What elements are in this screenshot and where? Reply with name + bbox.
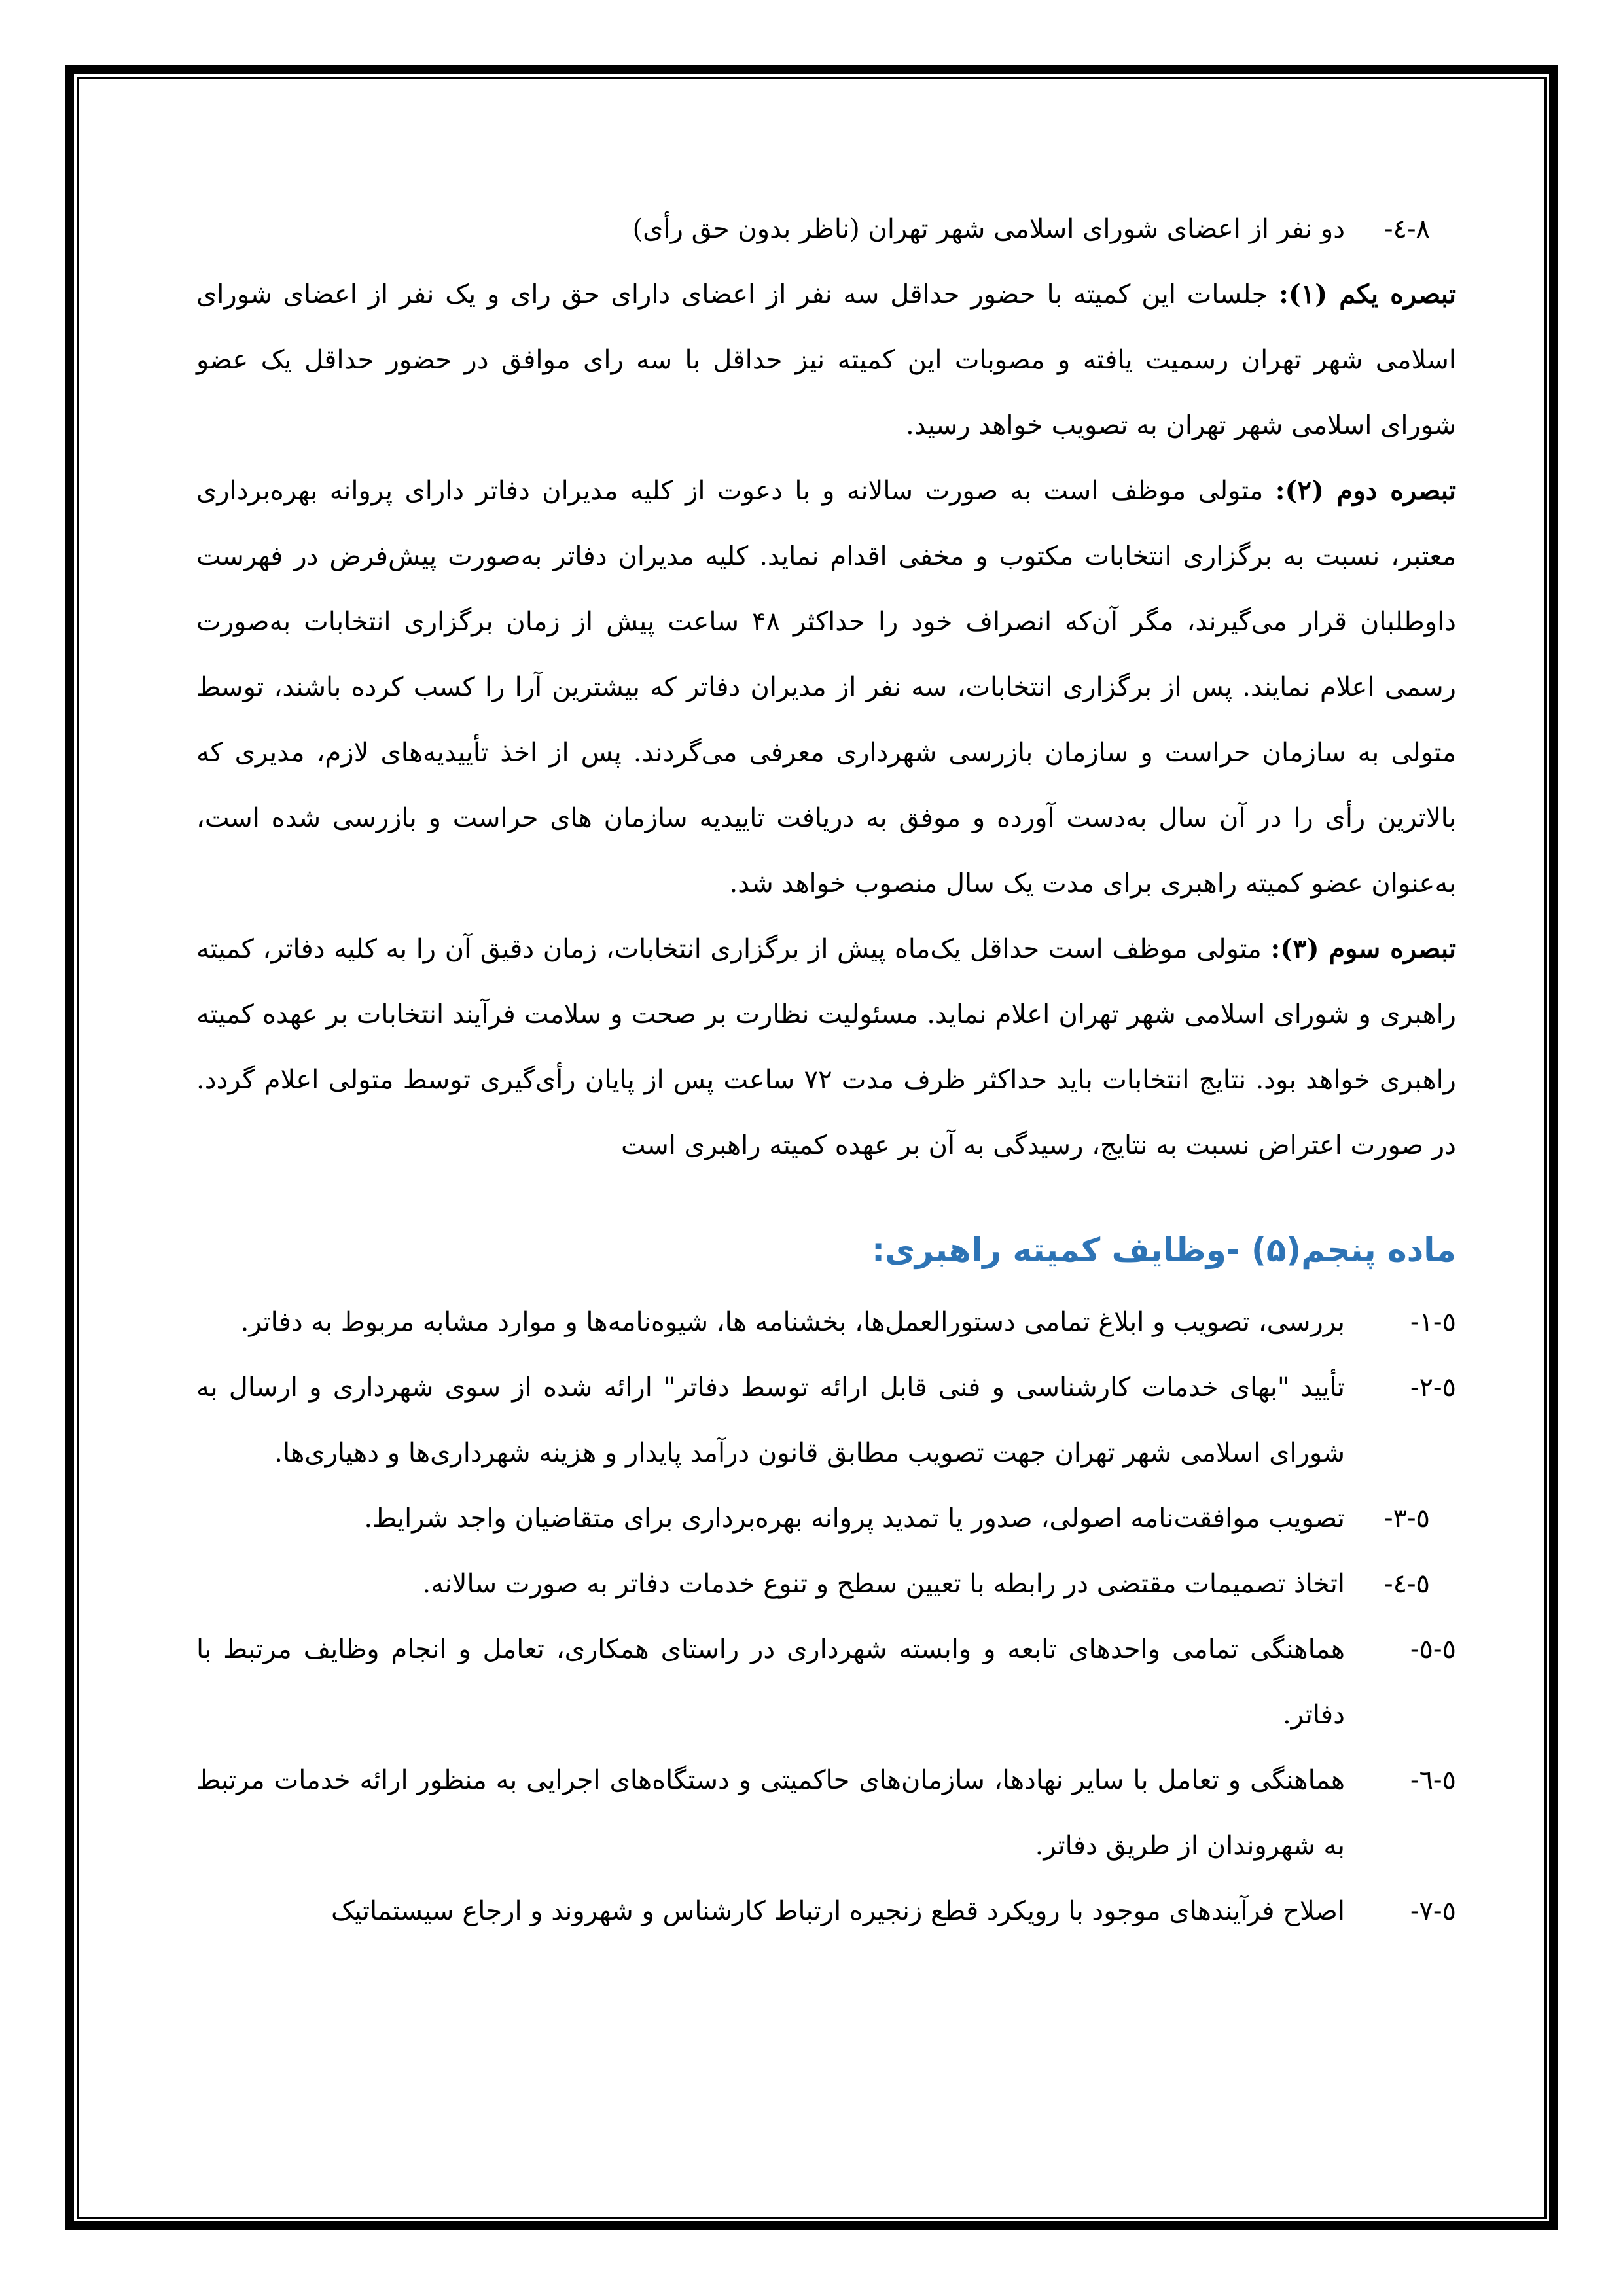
list-item-5-3	[196, 1486, 1430, 1551]
list-item-5-1	[196, 1289, 1456, 1355]
item-number: ٥-٥-	[1410, 1634, 1456, 1664]
section-heading: ماده پنجم(۵) -وظایف کمیته راهبری:	[872, 1231, 1456, 1269]
item-number: ٥-٦-	[1410, 1765, 1456, 1795]
item-number: ٥-٣-	[1384, 1503, 1430, 1534]
item-text: هماهنگی تمامی واحدهای تابعه و وابسته شهرداری در راستای همکاری، تعامل و انجام وظایف مرتبط با دفاتر.	[196, 1634, 1345, 1730]
note-text: متولی موظف است حداقل یک‌ماه پیش از برگزاری انتخابات، زمان دقیق آن را به کلیه دفاتر، کمیته راهبری و شورای اسلامی شهر تهران اعلام نماید. مسئولیت نظارت بر صحت و سلامت فرآیند انتخابات بر عهده کمیته راهبری خواهد بود. نتایج انتخابات باید حداکثر ظرف مدت ۷۲ ساعت پس از پایان رأی‌گیری توسط متولی اعلام گردد. در صورت اعتراض نسبت به نتایج، رسیدگی به آن بر عهده کمیته راهبری است	[196, 934, 1457, 1160]
document-body	[196, 196, 1456, 1944]
item-number: ٥-٢-	[1410, 1372, 1456, 1403]
item-text: هماهنگی و تعامل با سایر نهادها، سازمان‌های حاکمیتی و دستگاه‌های اجرایی به منظور ارائه خدمات مرتبط به شهروندان از طریق دفاتر.	[196, 1765, 1345, 1861]
item-text: تأیید "بهای خدمات کارشناسی و فنی قابل ارائه توسط دفاتر" ارائه شده از سوی شهرداری و ارسال به شورای اسلامی شهر تهران جهت تصویب مطابق قانون درآمد پایدار و هزینه شهرداری‌ها و دهیاری‌ها.	[196, 1372, 1345, 1468]
list-item-5-7	[196, 1878, 1456, 1944]
item-text: اصلاح فرآیندهای موجود با رویکرد قطع زنجیره ارتباط کارشناس و شهروند و ارجاع سیستماتیک	[330, 1896, 1345, 1926]
list-item-4-8	[196, 196, 1430, 262]
item-number: ٥-٧-	[1410, 1896, 1456, 1926]
list-item-5-2	[196, 1355, 1456, 1486]
note-label: تبصره دوم (٢):	[1275, 475, 1457, 506]
item-text: بررسی، تصویب و ابلاغ تمامی دستورالعمل‌ها، بخشنامه ها، شیوه‌نامه‌ها و موارد مشابه مربوط به دفاتر.	[240, 1307, 1345, 1337]
list-item-5-4	[196, 1551, 1430, 1617]
note-text: جلسات این کمیته با حضور حداقل سه نفر از اعضای دارای حق رای و یک نفر از اعضای شورای اسلامی شهر تهران رسمیت یافته و مصوبات این کمیته نیز حداقل با سه رای موافق در حضور حداقل یک عضو شورای اسلامی شهر تهران به تصویب خواهد رسید.	[196, 279, 1456, 440]
item-number: ٨-٤-	[1384, 214, 1430, 244]
item-number: ٥-٤-	[1384, 1569, 1430, 1599]
note-2	[196, 458, 1456, 916]
note-3	[196, 916, 1456, 1178]
note-text: متولی موظف است به صورت سالانه و با دعوت از کلیه مدیران دفاتر دارای پروانه بهره‌برداری معتبر، نسبت به برگزاری انتخابات مکتوب و مخفی اقدام نماید. کلیه مدیران دفاتر به‌صورت پیش‌فرض در فهرست داوطلبان قرار می‌گیرند، مگر آن‌که انصراف خود را حداکثر ۴۸ ساعت پیش از زمان برگزاری انتخابات به‌صورت رسمی اعلام نمایند. پس از برگزاری انتخابات، سه نفر از مدیران دفاتر که بیشترین آرا را کسب کرده باشند، توسط متولی به سازمان حراست و سازمان بازرسی شهرداری معرفی می‌گردند. پس از اخذ تأییدیه‌های لازم، مدیری که بالاترین رأی را در آن سال به‌دست آورده و موفق به دریافت تاییدیه سازمان های حراست و بازرسی شده است، به‌عنوان عضو کمیته راهبری برای مدت یک سال منصوب خواهد شد.	[196, 476, 1456, 899]
note-1	[196, 262, 1456, 458]
list-item-5-6	[196, 1748, 1456, 1878]
note-label: تبصره یکم (١):	[1279, 279, 1457, 310]
item-number: ٥-١-	[1410, 1307, 1456, 1337]
item-text: تصویب موافقت‌نامه اصولی، صدور یا تمدید پروانه بهره‌برداری برای متقاضیان واجد شرایط.	[364, 1503, 1345, 1534]
list-item-5-5	[196, 1617, 1456, 1748]
note-label: تبصره سوم (٣):	[1270, 933, 1457, 964]
item-text: دو نفر از اعضای شورای اسلامی شهر تهران (ناظر بدون حق رأی)	[632, 214, 1345, 244]
item-text: اتخاذ تصمیمات مقتضی در رابطه با تعیین سطح و تنوع خدمات دفاتر به صورت سالانه.	[422, 1569, 1345, 1599]
